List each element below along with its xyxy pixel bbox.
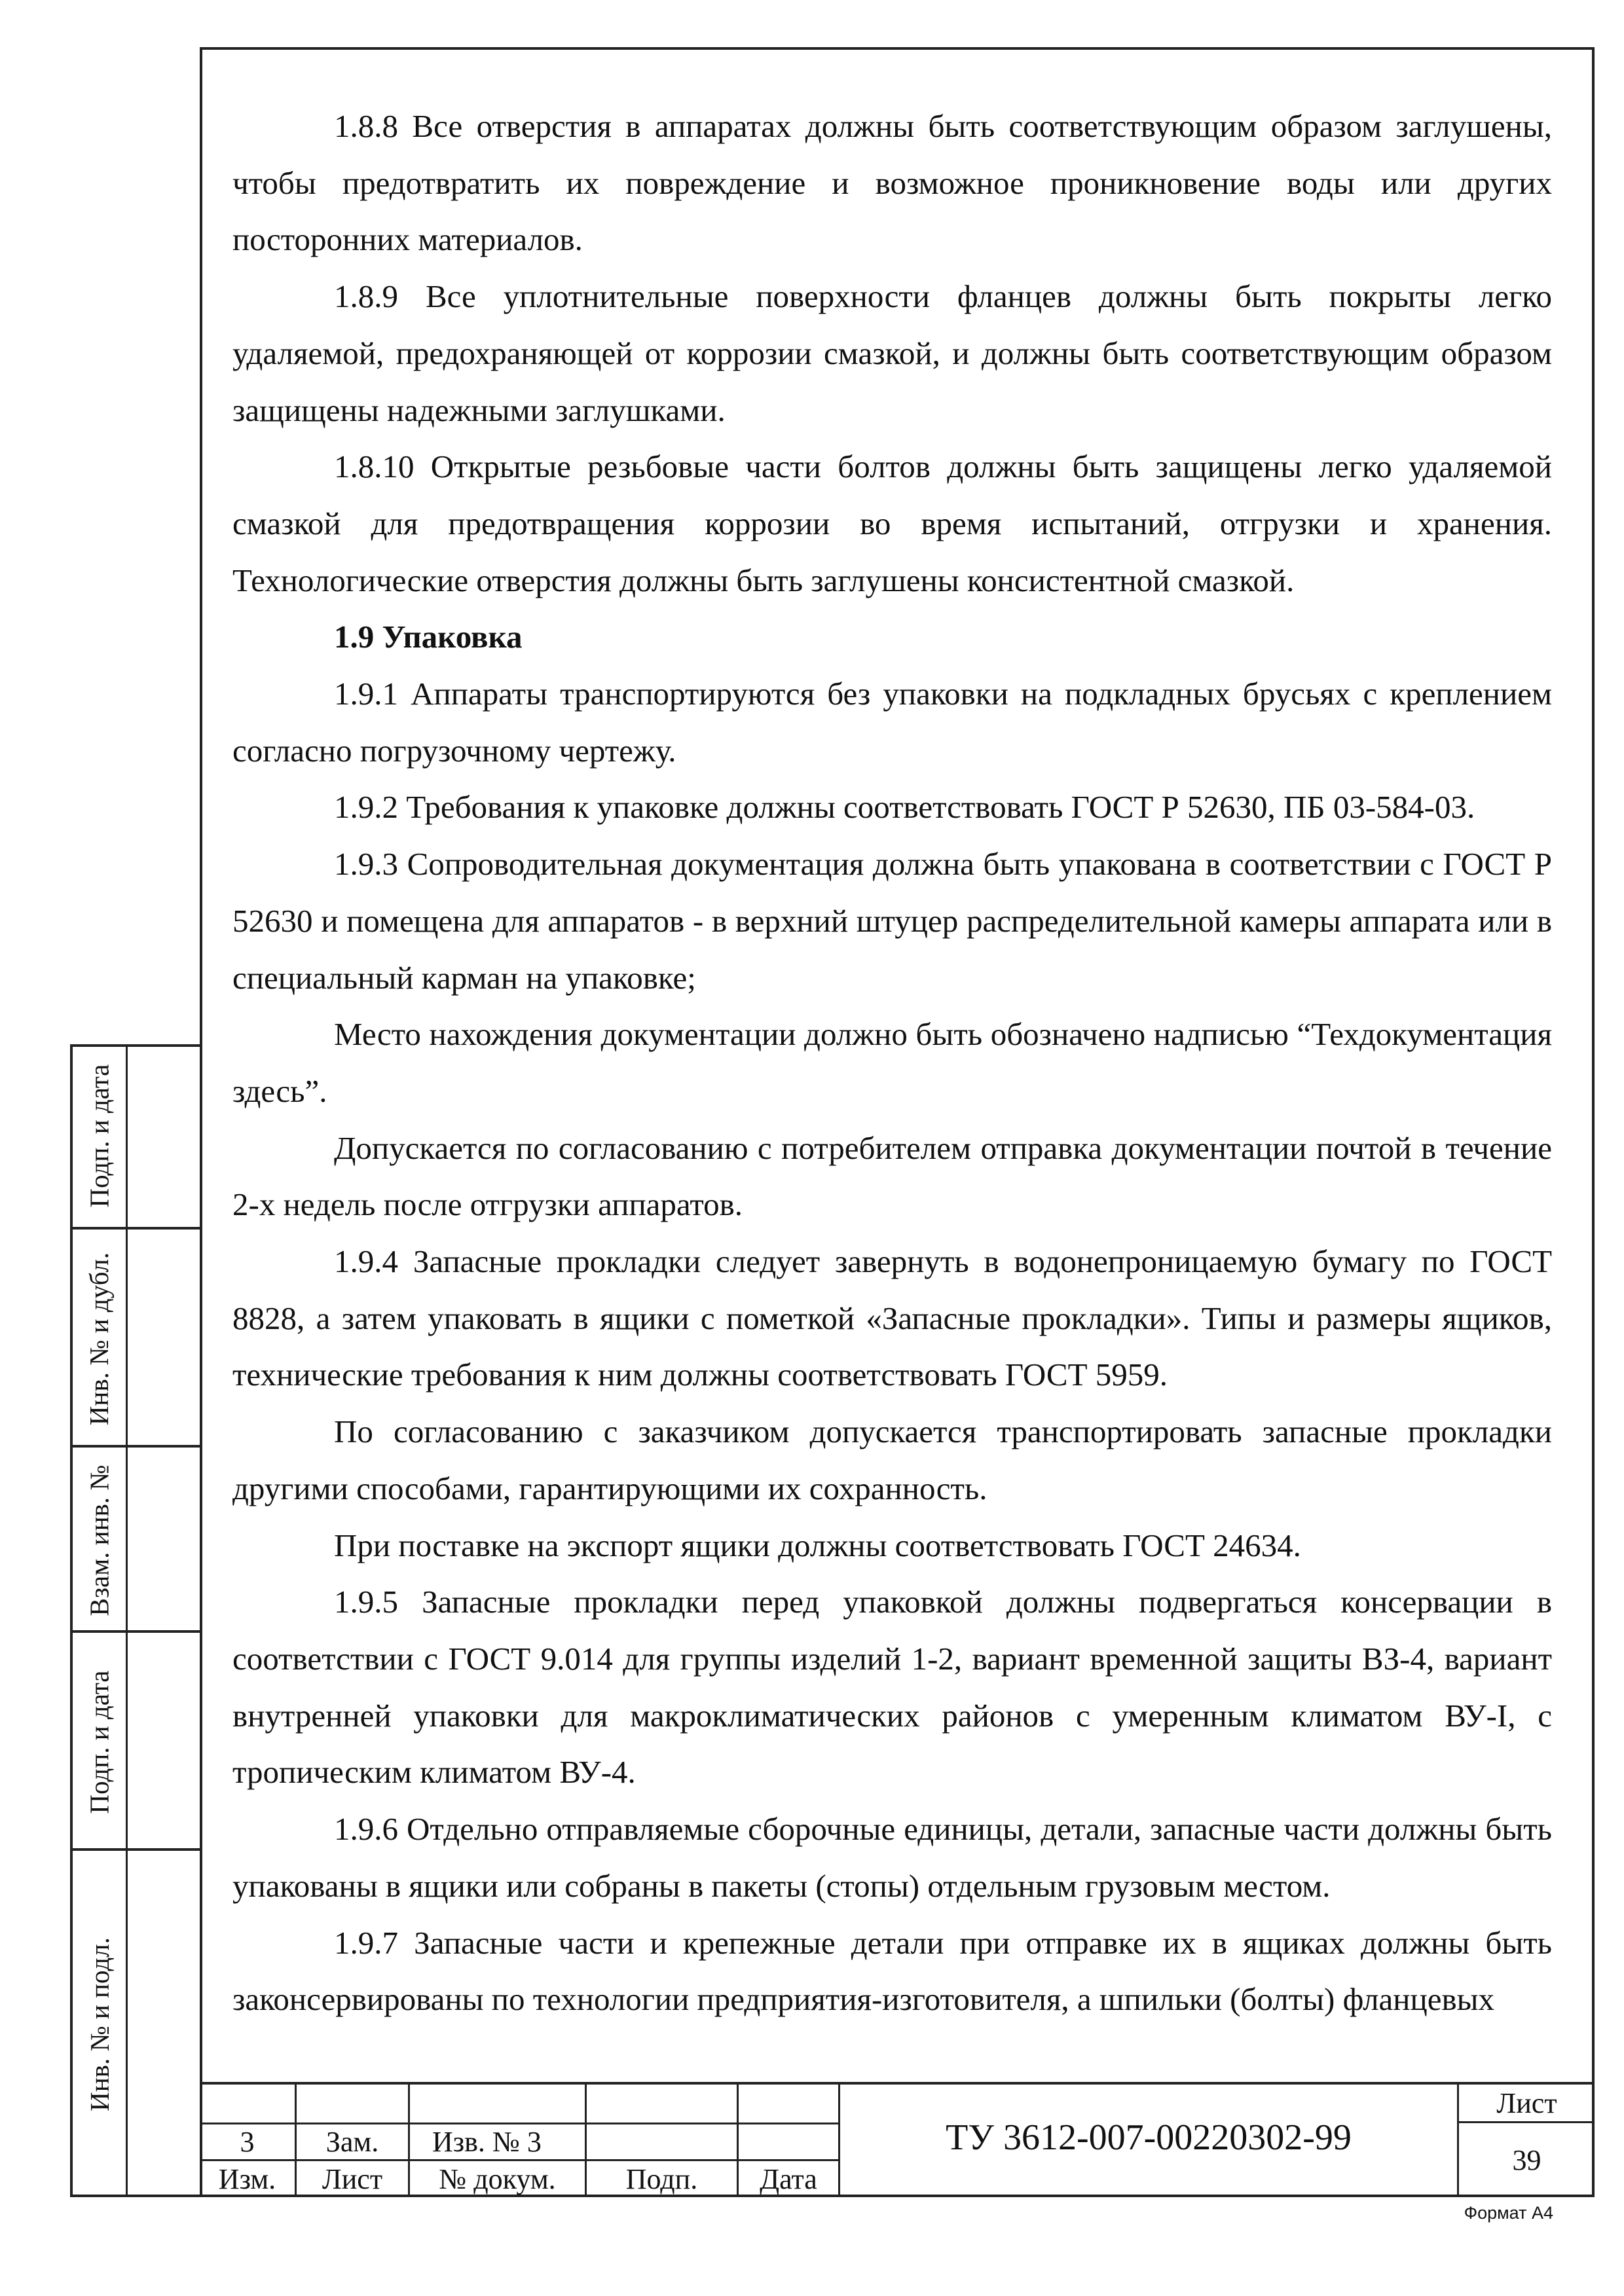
paragraph: При поставке на экспорт ящики должны соответствовать ГОСТ 24634. [334,1527,1301,1563]
paragraph: 1.8.10 Открытые резьбовые части болтов должны быть защищены легко удаляемой смазкой для предотвращения коррозии во время испытаний, отгрузки и хранения. Технологические отверстия должны быть заглушены консистентной смазкой. [232,448,1552,598]
body-text [232,98,1552,2028]
paragraph: 1.9.6 Отдельно отправляемые сборочные единицы, детали, запасные части должны быть упакованы в ящики или собраны в пакеты (стопы) отдельным грузовым местом. [232,1811,1552,1904]
stamp-field-duplicate-inv: Инв. № и дубл. [84,1252,115,1425]
rev-change-no: 3 [240,2125,255,2158]
paragraph: 1.9.3 Сопроводительная документация должна быть упакована в соответствии с ГОСТ Р 52630 и помещена для аппаратов - в верхний штуцер распределительной камеры аппарата или в специальный карман на упаковке; [232,846,1552,996]
header-sheet: Лист [322,2162,383,2195]
stamp-field-signature-date-1: Подп. и дата [84,1064,115,1208]
rev-signature [587,2123,737,2160]
paragraph: 1.8.9 Все уплотнительные поверхности фланцев должны быть покрыты легко удаляемой, предохраняющей от коррозии смазкой, и должны быть соответствующим образом защищены надежными заглушками. [232,278,1552,428]
header-change-no: Изм. [218,2162,276,2195]
sheet-number: 39 [1512,2144,1541,2176]
format-label: Формат А4 [1464,2203,1553,2223]
side-stamp-divider [126,1044,128,2197]
paragraph: Место нахождения документации должно быть обозначено надписью “Техдокументация здесь”. [232,1016,1552,1109]
stamp-field-original-inv: Инв. № и подл. [84,1937,115,2111]
section-heading: 1.9 Упаковка [334,619,523,655]
paragraph: 1.8.8 Все отверстия в аппаратах должны быть соответствующим образом заглушены, чтобы предотвратить их повреждение и возможное проникновение воды или других посторонних материалов. [232,108,1552,258]
title-block [200,2082,1595,2197]
header-document: № докум. [439,2162,556,2195]
paragraph: 1.9.7 Запасные части и крепежные детали при отправке их в ящиках должны быть законсервированы по технологии предприятия-изготовителя, а шпильки (болты) фланцевых [232,1924,1552,2018]
header-signature: Подп. [625,2162,698,2195]
paragraph: 1.9.1 Аппараты транспортируются без упаковки на подкладных брусьях с креплением согласно погрузочному чертежу. [232,676,1552,769]
stamp-field-replacement-inv: Взам. инв. № [84,1464,115,1616]
side-stamp [70,1044,200,2197]
paragraph: Допускается по согласованию с потребителем отправка документации почтой в течение 2-х недель после отгрузки аппаратов. [232,1129,1552,1223]
rev-date [739,2123,838,2160]
rev-document: Изв. № 3 [432,2125,542,2158]
rev-sheet: Зам. [325,2125,379,2158]
paragraph: 1.9.5 Запасные прокладки перед упаковкой должны подвергаться консервации в соответствии с ГОСТ 9.014 для группы изделий 1-2, вариант временной защиты ВЗ-4, вариант внутренней упаковки для макроклиматических районов с умеренным климатом ВУ-I, с тропическим климатом ВУ-4. [232,1584,1552,1791]
stamp-field-signature-date-2: Подп. и дата [84,1669,115,1814]
paragraph: По согласованию с заказчиком допускается транспортировать запасные прокладки другими способами, гарантирующими их сохранность. [232,1413,1552,1506]
document-code: ТУ 3612-007-00220302-99 [946,2117,1352,2158]
sheet-label: Лист [1496,2086,1557,2119]
paragraph: 1.9.4 Запасные прокладки следует завернуть в водонепроницаемую бумагу по ГОСТ 8828, а затем упаковать в ящики с пометкой «Запасные прокладки». Типы и размеры ящиков, технические требования к ним должны соответствовать ГОСТ 5959. [232,1243,1552,1393]
header-date: Дата [760,2162,817,2195]
paragraph: 1.9.2 Требования к упаковке должны соответствовать ГОСТ Р 52630, ПБ 03-584-03. [334,789,1475,826]
